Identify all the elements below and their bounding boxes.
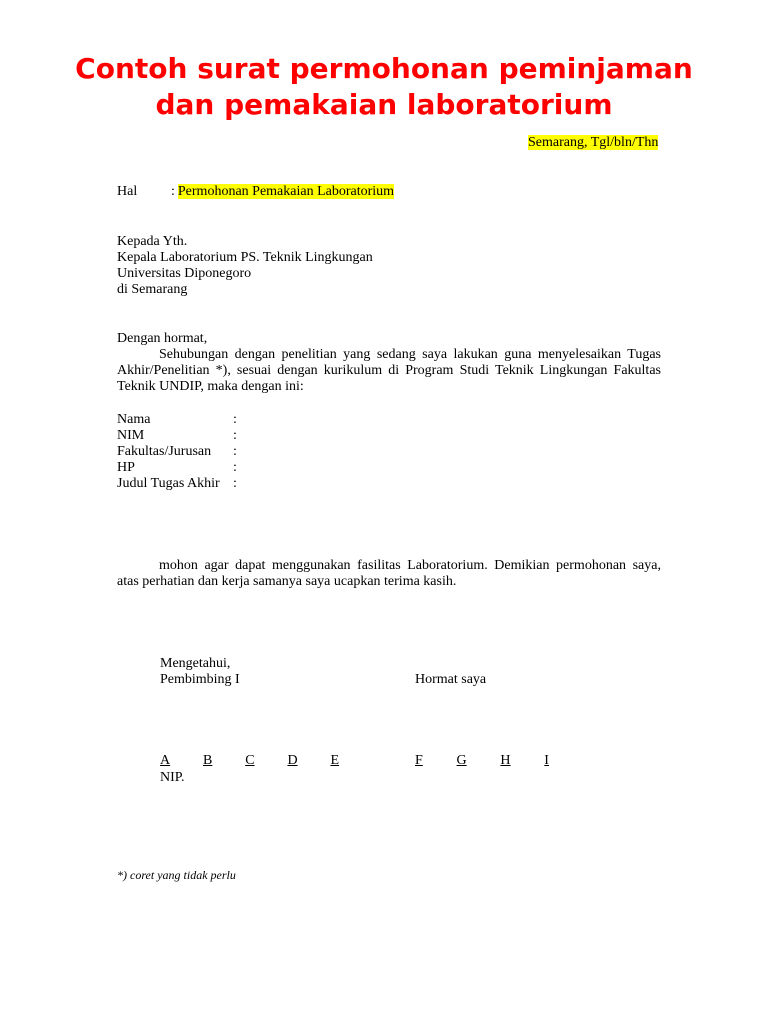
supervisor-name-line (160, 753, 339, 769)
supervisor-name-letter: B (203, 753, 213, 768)
field-colon: : (233, 444, 237, 459)
acknowledged-label: Mengetahui, (160, 656, 231, 671)
greeting: Dengan hormat, (117, 331, 208, 346)
document-title-line-2: dan pemakaian laboratorium (155, 88, 613, 121)
field-row (117, 412, 237, 428)
applicant-name-letter: I (544, 753, 549, 768)
recipient-line: Kepala Laboratorium PS. Teknik Lingkungan (117, 250, 373, 265)
supervisor-name-letter: E (330, 753, 339, 768)
place-date-text: Semarang, Tgl/bln/Thn (528, 135, 659, 150)
recipient-line: Kepada Yth. (117, 234, 188, 249)
supervisor-name-letter: D (287, 753, 298, 768)
field-colon: : (233, 428, 237, 443)
subject-colon: : (171, 184, 175, 199)
field-label: Judul Tugas Akhir (117, 476, 220, 491)
field-label: NIM (117, 428, 145, 443)
field-row (117, 460, 237, 476)
field-row (117, 444, 237, 460)
applicant-name-line (415, 753, 549, 769)
field-row (117, 476, 237, 492)
field-label: HP (117, 460, 135, 475)
place-date (528, 135, 658, 151)
recipient-line: di Semarang (117, 282, 188, 297)
field-colon: : (233, 460, 237, 475)
applicant-name-letter: F (415, 753, 423, 768)
field-list (117, 412, 237, 492)
respectfully-label: Hormat saya (415, 672, 487, 687)
subject-value: Permohonan Pemakaian Laboratorium (177, 184, 395, 199)
applicant-name-letter: G (456, 753, 467, 768)
recipient-block (117, 234, 373, 298)
field-row (117, 428, 237, 444)
footnote: *) coret yang tidak perlu (117, 868, 236, 882)
recipient-line: Universitas Diponegoro (117, 266, 252, 281)
supervisor-name-letter: A (160, 753, 171, 768)
document-title-line-1: Contoh surat permohonan peminjaman (75, 52, 693, 85)
nip-label: NIP. (160, 770, 185, 785)
field-colon: : (233, 412, 237, 427)
subject-line (171, 184, 394, 200)
field-label: Nama (117, 412, 151, 427)
supervisor-label: Pembimbing I (160, 672, 240, 687)
closing-paragraph: mohon agar dapat menggunakan fasilitas Laboratorium. Demikian permohonan saya, atas perhatian dan kerja samanya saya ucapkan terima kasih. (117, 558, 661, 589)
supervisor-name-letter: C (245, 753, 255, 768)
intro-paragraph: Sehubungan dengan penelitian yang sedang saya lakukan guna menyelesaikan Tugas Akhir/Penelitian *), sesuai dengan kurikulum di Program Studi Teknik Lingkungan Fakultas Teknik UNDIP, maka dengan ini: (117, 347, 661, 394)
subject-label: Hal (117, 184, 138, 199)
applicant-name-letter: H (500, 753, 511, 768)
field-colon: : (233, 476, 237, 491)
field-label: Fakultas/Jurusan (117, 444, 212, 459)
